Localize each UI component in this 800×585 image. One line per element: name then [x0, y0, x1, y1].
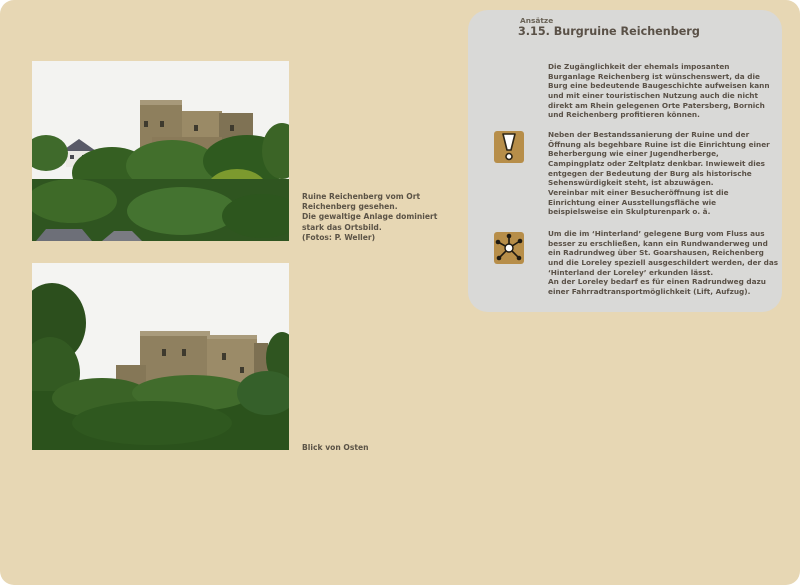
section-kicker: Ansätze: [520, 16, 554, 25]
paragraph-line: ‘Hinterland der Loreley’ erkunden lässt.: [548, 267, 714, 277]
paragraph-line: An der Loreley bedarf es für einen Radrundweg dazu: [548, 277, 766, 287]
paragraph-line: und die Loreley speziell ausgeschildert werden, der das: [548, 257, 779, 267]
paragraph-line: Die Zugänglichkeit der ehemals imposanten: [548, 62, 730, 71]
paragraph-line: und Reichenberg profitieren können.: [548, 110, 700, 120]
paragraph-line: beispielsweise ein Skulpturenpark o. ä.: [548, 207, 711, 217]
paragraph-line: Einrichtung einer Ausstellungsfläche wie: [548, 197, 717, 207]
paragraph-line: Neben der Bestandssanierung der Ruine und der: [548, 130, 750, 139]
castle-photo-from-east: [32, 263, 289, 450]
paragraph-accessibility: [548, 62, 780, 120]
paragraph-line: Sehenswürdigkeit steht, ist abzuwägen.: [548, 178, 714, 188]
section-title: 3.15. Burgruine Reichenberg: [518, 25, 700, 38]
paragraph-line: Burg eine bedeutende Baugeschichte aufweisen kann: [548, 81, 770, 91]
caption-photo-1: [302, 192, 452, 243]
caption-line: Reichenberg gesehen.: [302, 202, 398, 212]
paragraph-line: direkt am Rhein gelegenen Orte Patersberg, Bornich: [548, 100, 765, 110]
paragraph-line: entgegen der Bedeutung der Burg als historische: [548, 168, 752, 178]
paragraph-line: besser zu erschließen, kann ein Rundwanderweg und: [548, 238, 768, 248]
paragraph-line: Campingplatz oder Zeltplatz denkbar. Inwieweit dies: [548, 158, 765, 168]
castle-photo-from-village: [32, 61, 289, 241]
caption-line: Ruine Reichenberg vom Ort: [302, 192, 421, 201]
caption-line: Die gewaltige Anlage dominiert: [302, 212, 438, 222]
paragraph-line: ein Radrundweg über St. Goarshausen, Reichenberg: [548, 248, 764, 258]
paragraph-line: Burganlage Reichenberg ist wünschenswert, da die: [548, 71, 760, 81]
paragraph-line: Beherbergung wie einer Jugendherberge,: [548, 149, 719, 159]
info-panel: [468, 10, 782, 312]
paragraph-line: und mit einer touristischen Nutzung auch die nicht: [548, 90, 758, 100]
caption-line: stark das Ortsbild.: [302, 222, 382, 232]
paragraph-line: Um die im ‘Hinterland’ gelegene Burg vom Fluss aus: [548, 229, 765, 238]
caption-line: (Fotos: P. Weller): [302, 232, 376, 242]
paragraph-routes: [548, 229, 780, 297]
network-icon: [494, 232, 524, 264]
exclamation-icon: [494, 131, 524, 163]
caption-line: Blick von Osten: [302, 443, 369, 452]
paragraph-renovation: [548, 130, 780, 217]
caption-photo-2: [302, 443, 452, 453]
paragraph-line: Öffnung als begehbare Ruine ist die Einrichtung einer: [548, 139, 770, 149]
paragraph-line: einer Fahrradtransportmöglichkeit (Lift, Aufzug).: [548, 286, 751, 296]
paragraph-line: Vereinbar mit einer Besucheröffnung ist die: [548, 187, 729, 197]
